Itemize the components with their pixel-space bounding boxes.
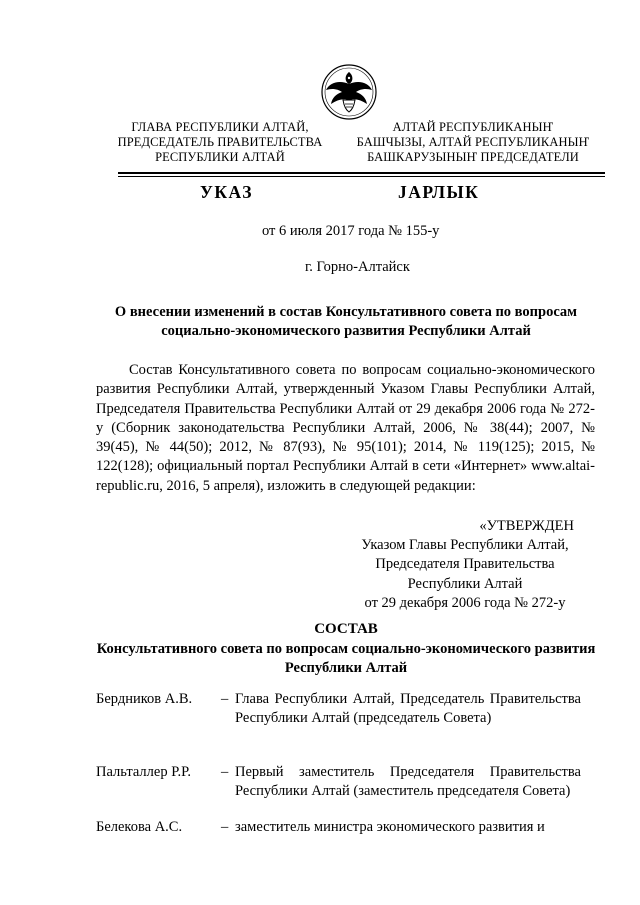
header-left-line: ГЛАВА РЕСПУБЛИКИ АЛТАЙ,: [131, 120, 309, 134]
member-dash: –: [221, 691, 229, 707]
member-role: Первый заместитель Председателя Правительства Республики Алтай (заместитель председателя Совета): [235, 764, 581, 799]
header-left-line: ПРЕДСЕДАТЕЛЬ ПРАВИТЕЛЬСТВА: [117, 135, 323, 149]
header-divider-thick: [118, 172, 605, 174]
member-name: Белекова А.С.: [96, 819, 183, 835]
header-right-line: БАШКАРУЗЫНЫҤ ПРЕДСЕДАТЕЛИ: [367, 150, 579, 164]
member-name: Бердников А.В.: [96, 691, 193, 707]
member-dash: –: [221, 764, 229, 780]
body-paragraph: Состав Консультативного совета по вопросам социально-экономического развития Республики Алтай, утвержденный Указом Главы Республики Алтай, Председателя Правительства Республики Алтай от 29 декабря 2006 года № 272-у (Сборник законодательства Республики Алтай, 2006, № 38(44); 2007, № 39(45), № 44(50); 2012, № 87(93), № 95(101); 2014, № 119(125); 2015, № 122(128); официальный портал Республики Алтай в сети «Интернет» www.altai-republic.ru, 2016, 5 апреля), изложить в следующей редакции:: [96, 362, 595, 494]
approval-line: от 29 декабря 2006 года № 272-у: [364, 594, 566, 611]
member-role: Глава Республики Алтай, Председатель Правительства Республики Алтай (председатель Совета): [235, 691, 581, 726]
coat-of-arms-icon: [318, 62, 380, 122]
approval-line: «УТВЕРЖДЕН: [479, 518, 574, 534]
header-left-block: [100, 120, 340, 165]
composition-title: СОСТАВ: [314, 621, 378, 637]
approval-block: [340, 517, 590, 613]
approval-line: Председателя Правительства: [375, 556, 555, 573]
document-type-title-altai: ЈАРЛЫК: [398, 182, 480, 202]
composition-subtitle: Консультативного совета по вопросам социально-экономического развития Республики Алтай: [96, 641, 596, 676]
header-right-block: [348, 120, 598, 165]
header-divider-thin: [118, 176, 605, 177]
member-name: Пальталлер Р.Р.: [96, 764, 191, 780]
approval-line: Республики Алтай: [407, 575, 523, 592]
document-heading: О внесении изменений в состав Консультативного совета по вопросам социально-экономического развития Республики Алтай: [114, 304, 578, 339]
header-right-line: АЛТАЙ РЕСПУБЛИКАНЫҤ: [392, 120, 554, 134]
document-type-title: УКАЗ: [200, 182, 253, 202]
approval-line: Указом Главы Республики Алтай,: [361, 537, 569, 554]
header-left-line: РЕСПУБЛИКИ АЛТАЙ: [155, 150, 285, 164]
document-city: г. Горно-Алтайск: [305, 259, 410, 275]
document-date-number: от 6 июля 2017 года № 155-у: [262, 223, 440, 239]
header-right-line: БАШЧЫЗЫ, АЛТАЙ РЕСПУБЛИКАНЫҤ: [356, 135, 590, 149]
member-dash: –: [221, 819, 229, 835]
member-role: заместитель министра экономического развития и: [235, 819, 545, 835]
